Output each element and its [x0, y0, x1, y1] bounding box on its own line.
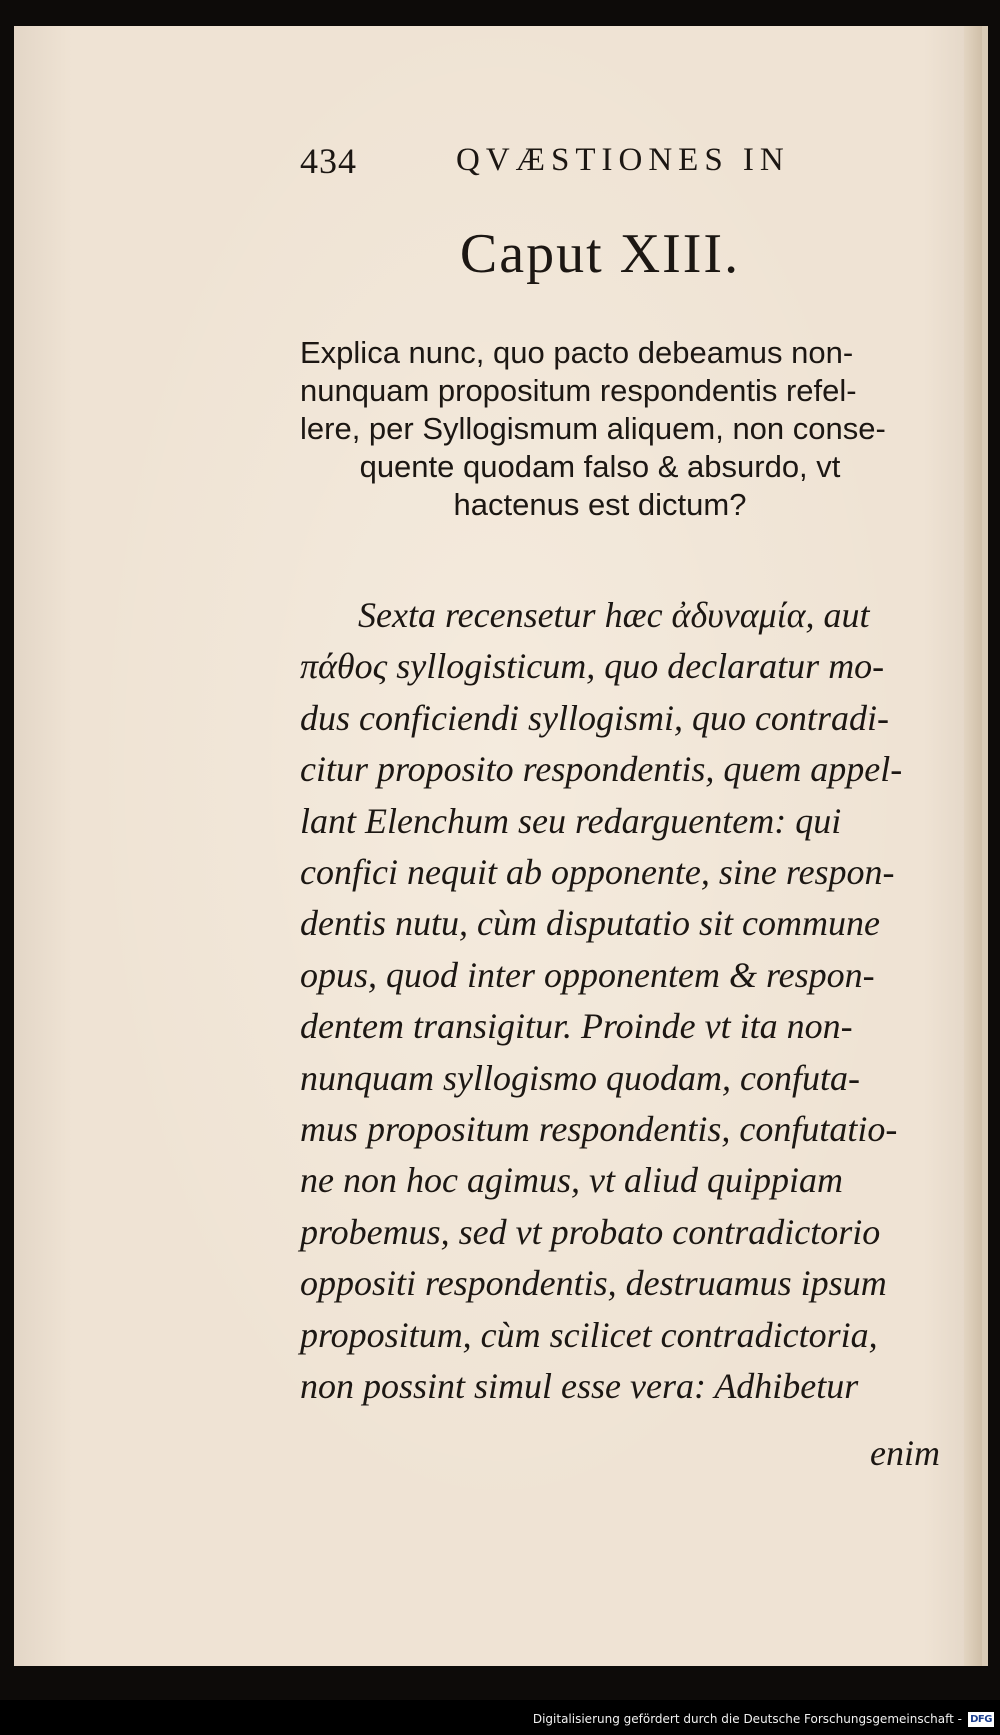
body-line: oppositi respondentis, destruamus ipsum	[300, 1263, 887, 1304]
catchword: enim	[870, 1433, 940, 1473]
question-line: nunquam propositum respondentis refel-	[300, 373, 857, 408]
chapter-title: Caput XIII.	[459, 223, 741, 285]
question-line: lere, per Syllogismum aliquem, non conse-	[300, 411, 886, 446]
body-line: propositum, cùm scilicet contradictoria,	[300, 1314, 878, 1355]
question-line: hactenus est dictum?	[453, 487, 747, 522]
question-line: Explica nunc, quo pacto debeamus non-	[300, 335, 854, 370]
body-line: mus propositum respondentis, confutatio-	[300, 1109, 898, 1150]
question-block	[300, 334, 960, 524]
body-line: citur proposito respondentis, quem appel-	[300, 749, 903, 790]
body-line: non possint simul esse vera: Adhibetur	[300, 1366, 859, 1407]
running-head	[300, 140, 860, 190]
funding-credit: Digitalisierung gefördert durch die Deutsche Forschungsgemeinschaft -	[532, 1712, 962, 1726]
body-line: Sexta recensetur hæc ἀδυναμία, aut	[358, 595, 870, 635]
body-line: dentis nutu, cùm disputatio sit commune	[300, 903, 880, 944]
body-line: dus conficiendi syllogismi, quo contradi-	[300, 697, 889, 738]
body-line: dentem transigitur. Proinde vt ita non-	[300, 1006, 853, 1047]
page-number: 434	[300, 141, 357, 181]
body-line: confici nequit ab opponente, sine respon-	[300, 852, 895, 893]
digitization-footer	[0, 1706, 1000, 1735]
question-line: quente quodam falso & absurdo, vt	[359, 449, 841, 484]
body-line: nunquam syllogismo quodam, confuta-	[300, 1057, 860, 1098]
body-line: πάθος syllogisticum, quo declaratur mo-	[300, 646, 885, 687]
body-text	[300, 590, 968, 1413]
body-line: opus, quod inter opponentem & respon-	[300, 954, 875, 995]
running-head-title: QVÆSTIONES IN	[456, 142, 790, 178]
dfg-logo-icon: DFG	[968, 1712, 994, 1727]
body-line: lant Elenchum seu redarguentem: qui	[300, 800, 842, 841]
body-line: ne non hoc agimus, vt aliud quippiam	[300, 1160, 843, 1201]
body-line: probemus, sed vt probato contradictorio	[300, 1211, 881, 1252]
